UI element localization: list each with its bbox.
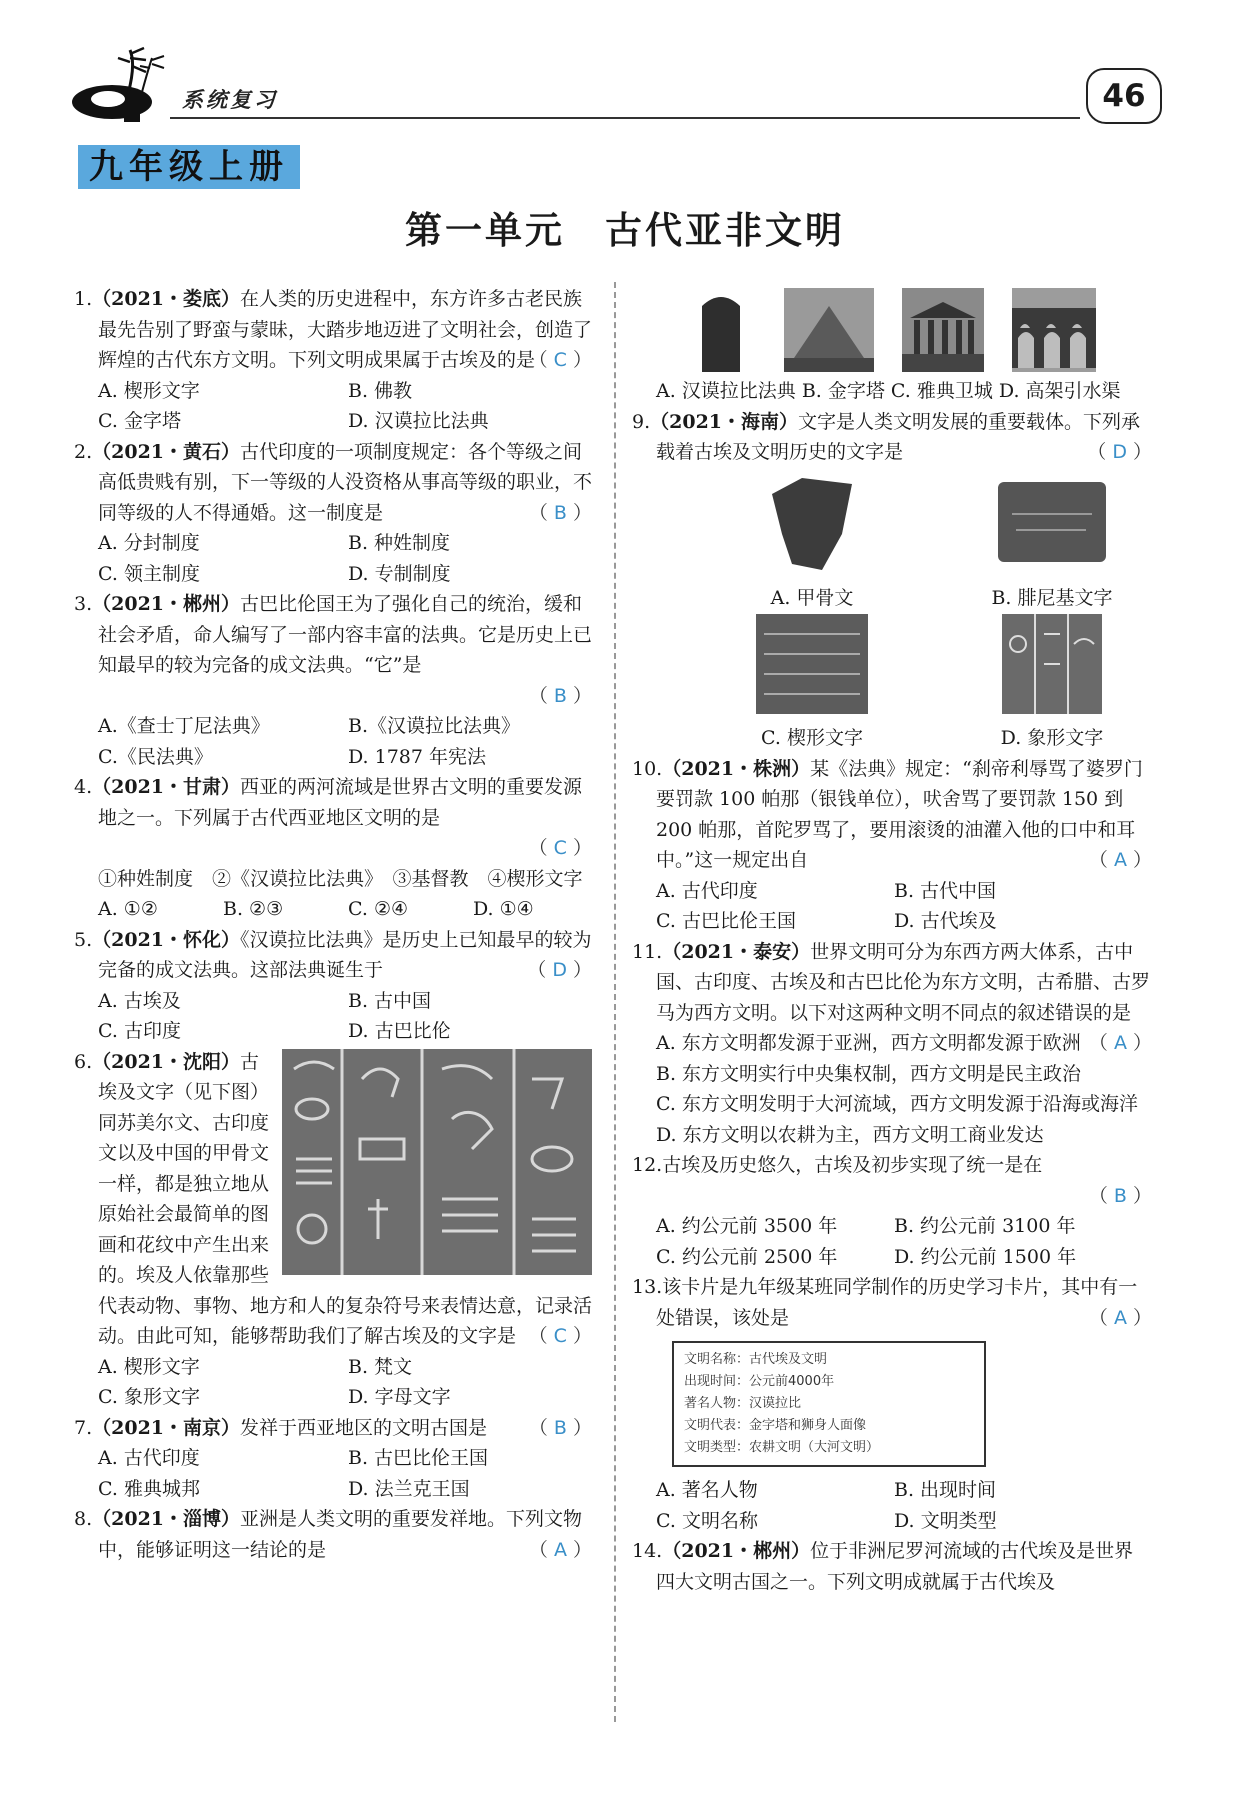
option: B. 梵文: [348, 1355, 413, 1378]
left-column: [74, 284, 592, 1565]
option: C. 象形文字: [98, 1386, 200, 1408]
pyramid-photo: [784, 288, 874, 372]
option: D. 1787 年宪法: [348, 745, 487, 768]
option: D. 东方文明以农耕为主，西方文明工商业发达: [656, 1123, 1044, 1146]
option: A. 著名人物: [656, 1479, 758, 1501]
option: A. 古代印度: [656, 879, 758, 902]
option: A. 古埃及: [98, 989, 181, 1012]
aqueduct-photo: [1012, 288, 1096, 372]
q8-options: A. 汉谟拉比法典 B. 金字塔 C. 雅典卫城 D. 高架引水渠: [656, 380, 1121, 402]
option: C. 东方文明发明于大河流域，西方文明发源于沿海或海洋: [656, 1093, 1138, 1115]
option: D. 文明类型: [894, 1509, 997, 1532]
option: A. 楔形文字: [98, 1355, 200, 1378]
question-5: 5.（2021・怀化）《汉谟拉比法典》是历史上已知最早的较为完备的成文法典。这部法典诞生于 （ D ） A. 古埃及 B. 古中国 C. 古印度 D. 古巴比伦: [74, 925, 592, 1047]
option: C. 金字塔: [98, 410, 181, 432]
option: B. 出现时间: [894, 1479, 997, 1501]
option: C.《民法典》: [98, 745, 213, 768]
header-rule: [170, 117, 1080, 119]
hammurabi-stele-photo: [686, 288, 756, 372]
option: D. ①④: [473, 898, 534, 920]
option: A. ①②: [98, 898, 158, 920]
answer-badge: （ D ）: [1111, 437, 1152, 468]
option: D. 象形文字: [1000, 727, 1104, 749]
option: B. 古代中国: [894, 879, 997, 902]
question-12: 12.古埃及历史悠久，古埃及初步实现了统一是在 （ B ） A. 约公元前 3500 年 B. 约公元前 3100 年 C. 约公元前 2500 年 D. 约公元前 1500 年: [632, 1150, 1152, 1272]
column-divider: [614, 282, 616, 1722]
option: B. 腓尼基文字: [991, 587, 1113, 609]
option: C. 领主制度: [98, 562, 200, 585]
question-7: 7.（2021・南京）发祥于西亚地区的文明古国是 （ B ） A. 古代印度 B. 古巴比伦王国 C. 雅典城邦 D. 法兰克王国: [74, 1413, 592, 1505]
option: D. 汉谟拉比法典: [348, 410, 489, 432]
option: B. 古中国: [348, 989, 432, 1012]
option: C. 古巴比伦王国: [656, 910, 796, 932]
answer-badge: （ A ）: [1113, 845, 1152, 876]
answer-badge: （ C ）: [553, 1321, 592, 1352]
unit-title: 第一单元 古代亚非文明: [405, 209, 845, 252]
answer-badge: （ A ）: [1113, 1303, 1152, 1334]
answer-badge: （ B ）: [553, 498, 592, 529]
card-line: 著名人物：汉谟拉比: [684, 1396, 802, 1411]
question-8: 8.（2021・淄博）亚洲是人类文明的重要发祥地。下列文物中，能够证明这一结论的是 （ A ）: [74, 1504, 592, 1565]
option: C. 约公元前 2500 年: [656, 1245, 838, 1268]
grade-banner: 九年级上册: [78, 145, 300, 189]
answer-badge: （ B ）: [553, 1413, 592, 1444]
option: C. 雅典城邦: [98, 1477, 200, 1500]
option: B. 东方文明实行中央集权制，西方文明是民主政治: [656, 1062, 1082, 1085]
option: D. 古巴比伦: [348, 1020, 451, 1042]
option: A. 甲骨文: [770, 587, 854, 609]
cuneiform-photo: [756, 614, 868, 714]
oracle-bone-photo: [762, 474, 862, 574]
option: B. 古巴比伦王国: [348, 1447, 489, 1469]
statement-list: ①种姓制度 ②《汉谟拉比法典》 ③基督教 ④楔形文字: [98, 867, 583, 890]
question-14: 14.（2021・郴州）位于非洲尼罗河流域的古代埃及是世界四大文明古国之一。下列文明成就属于古代埃及: [632, 1540, 1134, 1593]
option: C. 文明名称: [656, 1509, 758, 1532]
ink-landscape-logo-icon: [68, 44, 178, 126]
option: D. 法兰克王国: [348, 1477, 470, 1500]
option: D. 约公元前 1500 年: [894, 1245, 1077, 1268]
option: C. 楔形文字: [761, 727, 863, 749]
option: D. 专制制度: [348, 562, 451, 585]
answer-badge: （ C ）: [529, 837, 592, 859]
answer-badge: （ A ）: [553, 1535, 592, 1566]
answer-badge: （ C ）: [553, 345, 592, 376]
option: B.《汉谟拉比法典》: [348, 715, 521, 737]
answer-badge: （ B ）: [1089, 1185, 1152, 1207]
card-line: 出现时间：公元前4000年: [684, 1374, 835, 1389]
option: A. 分封制度: [98, 532, 200, 554]
question-10: 10.（2021・株洲）某《法典》规定：“刹帝利辱骂了婆罗门要罚款 100 帕那（银钱单位），吠舍骂了要罚款 150 到 200 帕那，首陀罗骂了，要用滚烫的油灌入他的口中和耳中。”这一规定出自 （ A ） A. 古代印度 B. 古代中国 C. 古巴比伦王国 D. 古代埃及: [632, 754, 1152, 937]
acropolis-photo: [902, 288, 984, 372]
question-4: 4.（2021・甘肃）西亚的两河流域是世界古文明的重要发源地之一。下列属于古代西亚地区文明的是 （ C ） ①种姓制度 ②《汉谟拉比法典》 ③基督教 ④楔形文字 A. ①② B. ②③ C. ②④ D. ①④: [74, 772, 592, 925]
page-number: 46: [1086, 68, 1162, 124]
hieroglyph-photo: [282, 1049, 592, 1275]
question-3: 3.（2021・郴州）古巴比伦国王为了强化自己的统治，缓和社会矛盾，命人编写了一部内容丰富的法典。它是历史上已知最早的较为完备的成文法典。“它”是 （ B ） A.《查士丁尼法典》 B.《汉谟拉比法典》 C.《民法典》 D. 1787 年宪法: [74, 589, 592, 772]
option: D. 古代埃及: [894, 910, 997, 932]
question-13: 13.该卡片是九年级某班同学制作的历史学习卡片，其中有一处错误，该处是 （ A ） 文明名称：古代埃及文明 出现时间：公元前4000年 著名人物：汉谟拉比 文明代表：金字塔和狮身人面像 文明类型：农耕文明（大河文明） A. 著名人物 B. 出现时间 C. 文明名称 D. 文明类型: [632, 1272, 1152, 1536]
question-1: 1.（2021・娄底）在人类的历史进程中，东方许多古老民族最先告别了野蛮与蒙昧，大踏步地迈进了文明社会，创造了辉煌的古代东方文明。下列文明成果属于古埃及的是 （ C ） A. 楔形文字 B. 佛教 C. 金字塔 D. 汉谟拉比法典: [74, 284, 592, 437]
phoenician-tablet-photo: [992, 474, 1112, 568]
option: A. 东方文明都发源于亚洲，西方文明都发源于欧洲: [656, 1032, 1081, 1054]
study-card: [672, 1341, 986, 1467]
option: D. 字母文字: [348, 1386, 451, 1408]
answer-badge: （ B ）: [529, 685, 592, 707]
option: C. ②④: [348, 898, 409, 920]
series-label: 系统复习: [182, 87, 278, 112]
option: B. 种姓制度: [348, 532, 451, 554]
card-line: 文明代表：金字塔和狮身人面像: [684, 1418, 867, 1433]
option: B. 约公元前 3100 年: [894, 1215, 1076, 1237]
option: A.《查士丁尼法典》: [98, 715, 270, 737]
option: A. 古代印度: [98, 1447, 200, 1469]
q8-image-row: [632, 288, 1152, 372]
option: A. 楔形文字: [98, 379, 200, 402]
option: B. 佛教: [348, 379, 413, 402]
option: C. 古印度: [98, 1020, 181, 1042]
card-line: 文明类型：农耕文明（大河文明）: [684, 1440, 880, 1455]
question-6: 6.（2021・沈阳）古埃及文字（见下图）同苏美尔文、古印度文以及中国的甲骨文一样，都是独立地从原始社会最简单的图画和花纹中产生出来的。埃及人依靠那些代表动物、事物、地方和人的复杂符号来表情达意，记录活动。由此可知，能够帮助我们了解古埃及的文字是 （ C ） A. 楔形文字 B. 梵文 C. 象形文字 D. 字母文字: [74, 1047, 592, 1413]
answer-badge: （ A ）: [1113, 1028, 1152, 1059]
option: B. ②③: [223, 898, 284, 920]
answer-badge: （ D ）: [551, 955, 592, 986]
option: A. 约公元前 3500 年: [656, 1215, 838, 1237]
question-11: 11.（2021・泰安）世界文明可分为东西方两大体系，古中国、古印度、古埃及和古巴比伦为东方文明，古希腊、古罗马为西方文明。以下对这两种文明不同点的叙述错误的是 （ A ） A. 东方文明都发源于亚洲，西方文明都发源于欧洲 B. 东方文明实行中央集权制，西方文明是民主政治 C. 东方文明发明于大河流域，西方文明发源于沿海或海洋 D. 东方文明以农耕为主，西方文明工商业发达: [632, 937, 1152, 1151]
right-column: [632, 284, 1152, 1597]
hieroglyph-photo: [1002, 614, 1102, 714]
question-9: 9.（2021・海南）文字是人类文明发展的重要载体。下列承载着古埃及文明历史的文字是 （ D ） A. 甲骨文 B. 腓尼基文字 C. 楔形文字 D. 象形文字: [632, 407, 1152, 754]
card-line: 文明名称：古代埃及文明: [684, 1352, 828, 1367]
question-2: 2.（2021・黄石）古代印度的一项制度规定：各个等级之间高低贵贱有别，下一等级的人没资格从事高等级的职业，不同等级的人不得通婚。这一制度是 （ B ） A. 分封制度 B. 种姓制度 C. 领主制度 D. 专制制度: [74, 437, 592, 590]
